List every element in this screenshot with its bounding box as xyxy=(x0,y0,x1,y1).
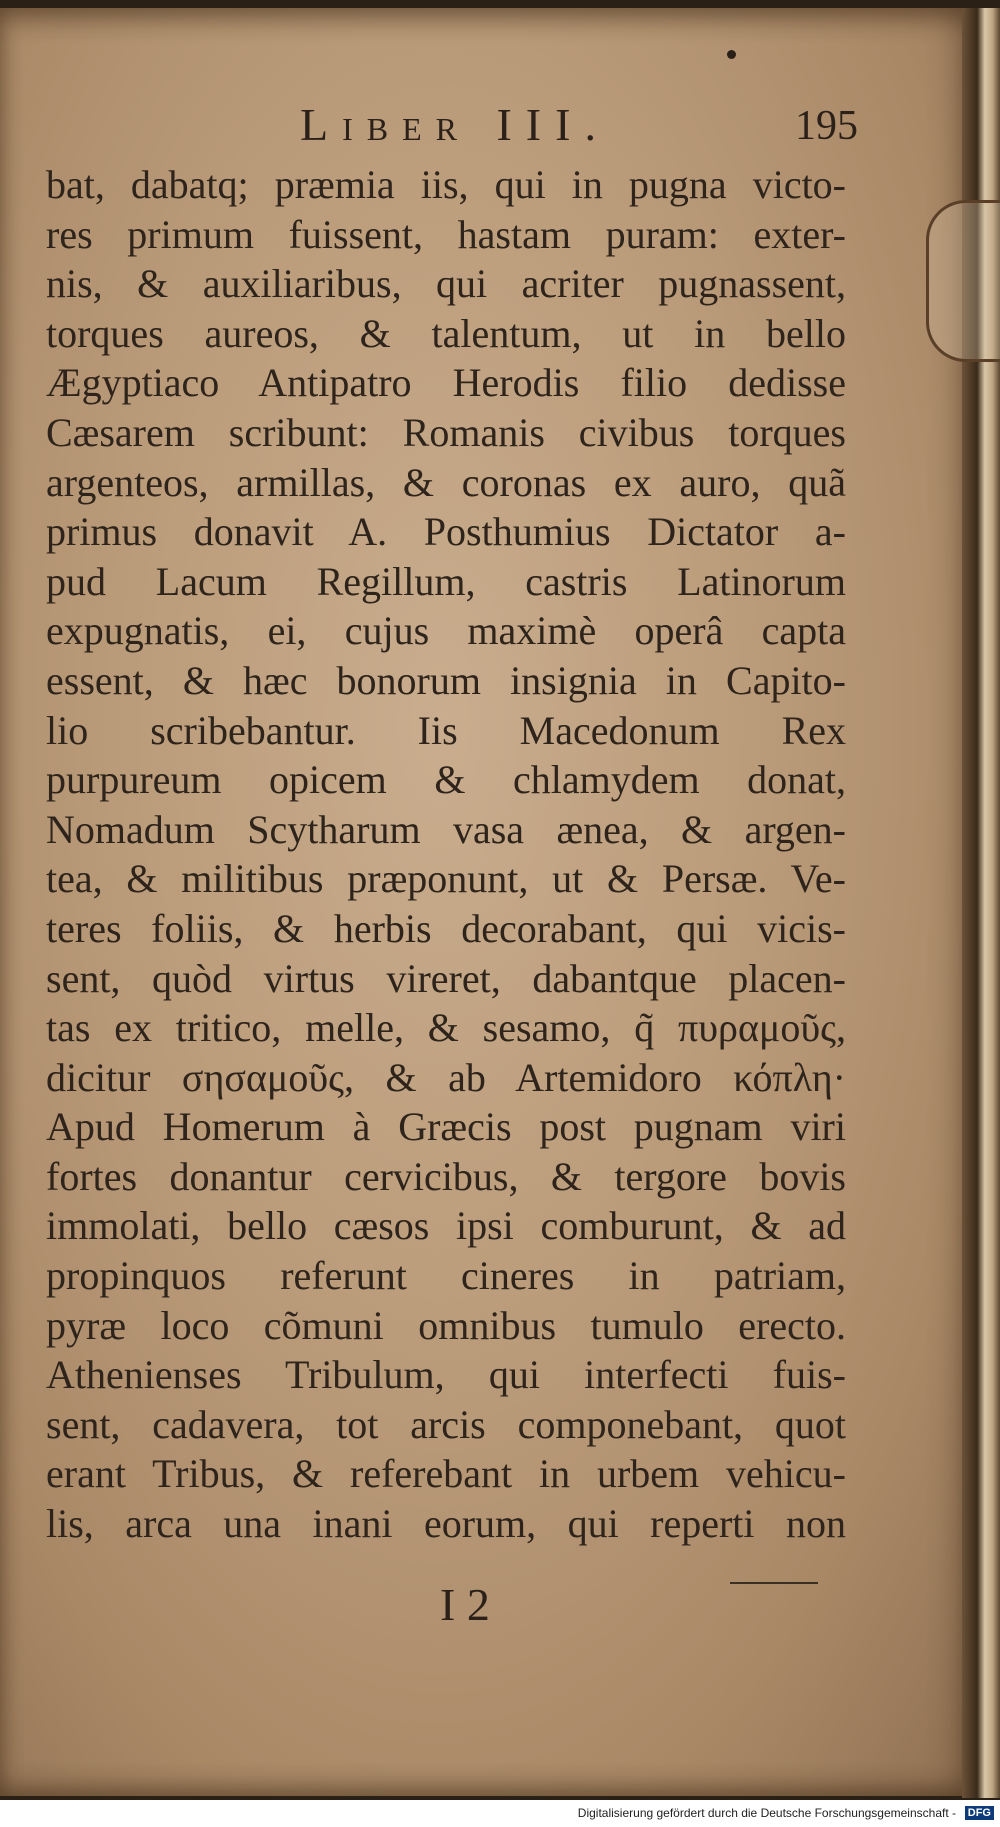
text-line: propinquos referunt cineres in patriam, xyxy=(46,1253,846,1299)
text-line: Cæsarem scribunt: Romanis civibus torques xyxy=(46,409,846,455)
text-line: sent, quòd virtus vireret, dabantque placen- xyxy=(46,955,846,1001)
text-line: Ægyptiaco Antipatro Herodis filio dedisse xyxy=(46,360,846,406)
text-line: lis, arca una inani eorum, qui reperti non xyxy=(46,1501,846,1547)
text-line: teres foliis, & herbis decorabant, qui vicis- xyxy=(46,905,846,951)
text-line: torques aureos, & talentum, ut in bello xyxy=(46,310,846,356)
catchword-rule xyxy=(730,1582,818,1584)
text-line: fortes donantur cervicibus, & tergore bovis xyxy=(46,1153,846,1199)
text-line: pyræ loco cõmuni omnibus tumulo erecto. xyxy=(46,1302,846,1348)
text-line: bat, dabatq; præmia iis, qui in pugna victo- xyxy=(46,162,846,207)
text-line: primus donavit A. Posthumius Dictator a- xyxy=(46,509,846,555)
signature-mark: I 2 xyxy=(440,1579,490,1630)
text-line: erant Tribus, & referebant in urbem vehicu- xyxy=(46,1451,846,1497)
text-line: sent, cadavera, tot arcis componebant, quot xyxy=(46,1401,846,1447)
page-header xyxy=(300,98,860,158)
text-line: res primum fuissent, hastam puram: exter- xyxy=(46,211,846,257)
funding-credit: Digitalisierung gefördert durch die Deutsche Forschungsgemeinschaft - xyxy=(577,1806,956,1820)
text-line: tea, & militibus præponunt, ut & Persæ. Ve- xyxy=(46,856,846,902)
text-line: Athenienses Tribulum, qui interfecti fuis- xyxy=(46,1352,846,1398)
text-line: nis, & auxiliaribus, qui acriter pugnassent, xyxy=(46,261,846,307)
bookmark-tab xyxy=(926,200,1000,362)
text-line: immolati, bello cæsos ipsi comburunt, & ad xyxy=(46,1203,846,1249)
text-line: lio scribebantur. Iis Macedonum Rex xyxy=(46,707,846,753)
text-line: dicitur σησαμοῦς, & ab Artemidoro κόπλη· xyxy=(46,1054,846,1100)
text-line: argenteos, armillas, & coronas ex auro, quã xyxy=(46,459,846,505)
ink-dot xyxy=(727,50,736,59)
text-line: pud Lacum Regillum, castris Latinorum xyxy=(46,558,846,604)
dfg-logo: DFG xyxy=(965,1806,994,1820)
text-line: Nomadum Scytharum vasa ænea, & argen- xyxy=(46,806,846,852)
text-line: Apud Homerum à Græcis post pugnam viri xyxy=(46,1104,846,1150)
page-number: 195 xyxy=(795,103,858,149)
text-line: purpureum opicem & chlamydem donat, xyxy=(46,757,846,803)
text-line: essent, & hæc bonorum insignia in Capito- xyxy=(46,657,846,703)
body-text xyxy=(46,160,846,1549)
text-line: expugnatis, ei, cujus maximè operâ capta xyxy=(46,608,846,654)
running-title: Liber III. xyxy=(300,99,610,150)
text-line: tas ex tritico, melle, & sesamo, q̃ πυραμοῦς, xyxy=(46,1005,846,1051)
